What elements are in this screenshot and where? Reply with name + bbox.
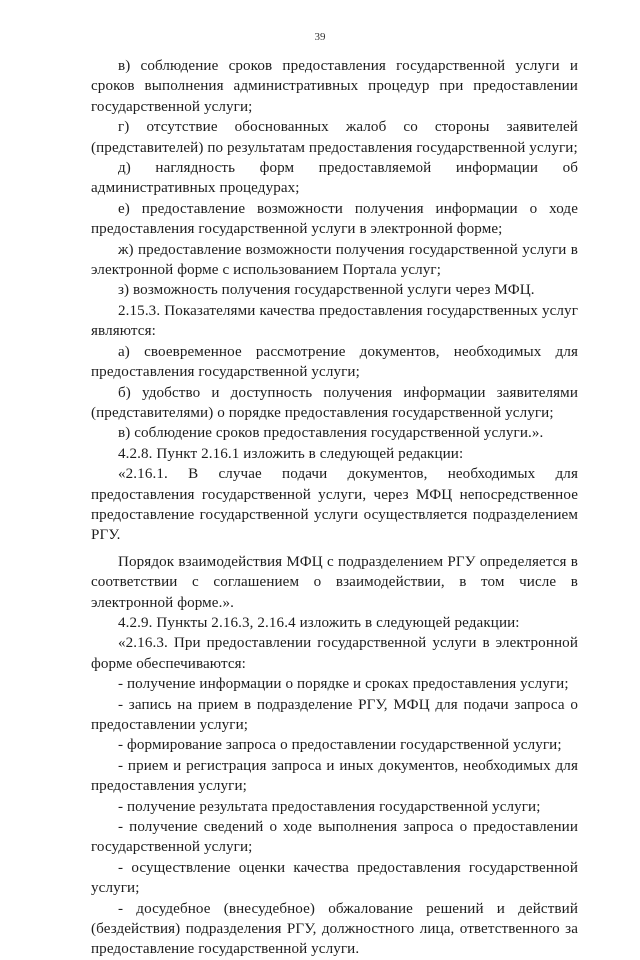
list-item-request-form: - формирование запроса о предоставлении государственной услуги; [118, 737, 562, 754]
paragraph-zh-portal: ж) предоставление возможности получения государственной услуги в электронной форме с использованием Портала услуг; [91, 241, 578, 279]
paragraph-4-2-9: 4.2.9. Пункты 2.16.3, 2.16.4 изложить в следующей редакции: [118, 614, 520, 631]
list-item-registration: - прием и регистрация запроса и иных документов, необходимых для предоставления услуги; [91, 757, 578, 795]
paragraph-2-16-1: «2.16.1. В случае подачи документов, необходимых для предоставления государственной услуги, через МФЦ непосредственное предоставление государственной услуги осуществляется подразделением РГУ. [91, 466, 578, 544]
paragraph-2-15-3: 2.15.3. Показателями качества предоставления государственных услуг являются: [91, 302, 578, 340]
list-item-result: - получение результата предоставления государственной услуги; [118, 798, 541, 815]
list-item-status: - получение сведений о ходе выполнения запроса о предоставлении государственной услуги; [91, 819, 578, 856]
paragraph-e-status-info: е) предоставление возможности получения информации о ходе предоставления государственной услуги в электронной форме; [91, 200, 578, 238]
paragraph-a-timely-review: а) своевременное рассмотрение документов, необходимых для предоставления государственной услуги; [91, 343, 578, 381]
paragraph-b-accessibility: б) удобство и доступность получения информации заявителями (представителями) о порядке предоставления государственной услуги; [91, 384, 578, 421]
list-item-quality: - осуществление оценки качества предоставления государственной услуги; [91, 859, 578, 897]
page-number: 39 [314, 31, 326, 43]
paragraph-4-2-8: 4.2.8. Пункт 2.16.1 изложить в следующей редакции: [118, 445, 464, 462]
list-item-info: - получение информации о порядке и сроках предоставления услуги; [118, 676, 569, 693]
document-body [91, 56, 578, 960]
list-item-appointment: - запись на прием в подразделение РГУ, МФЦ для подачи запроса о предоставлении услуги; [91, 696, 578, 733]
paragraph-z-mfc: з) возможность получения государственной услуги через МФЦ. [118, 282, 535, 299]
paragraph-d-clarity: д) наглядность форм предоставляемой информации об административных процедурах; [91, 160, 578, 197]
paragraph-v-deadlines: в) соблюдение сроков предоставления государственной услуги и сроков выполнения административных процедур при предоставлении государственной услуги; [91, 58, 578, 115]
list-item-appeal: - досудебное (внесудебное) обжалование решений и действий (бездействия) подразделения РГУ, должностного лица, ответственного за предоставление государственной услуги. [91, 900, 578, 958]
paragraph-g-no-complaints: г) отсутствие обоснованных жалоб со стороны заявителей (представителей) по результатам предоставления государственной услуги; [91, 119, 578, 156]
paragraph-2-16-3: «2.16.3. При предоставлении государственной услуги в электронной форме обеспечиваются: [91, 635, 578, 672]
paragraph-mfc-interaction: Порядок взаимодействия МФЦ с подразделением РГУ определяется в соответствии с соглашением о взаимодействии, в том числе в электронной форме.». [91, 553, 578, 611]
paragraph-v-compliance: в) соблюдение сроков предоставления государственной услуги.». [118, 425, 544, 442]
